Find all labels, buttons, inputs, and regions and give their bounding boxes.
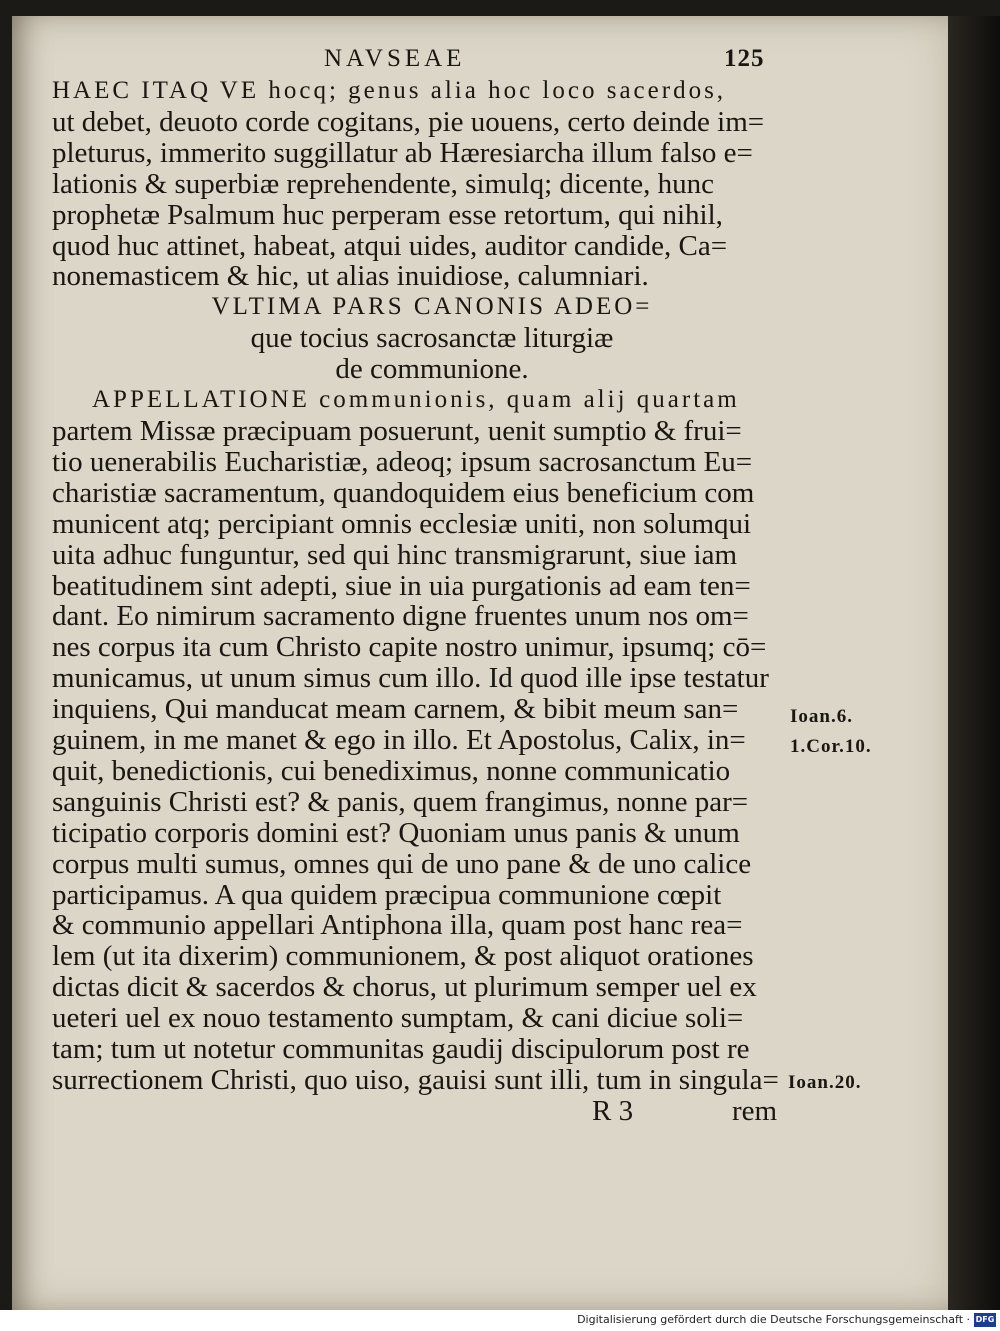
text-line: municent atq; percipiant omnis ecclesiæ uniti, non solumqui [52, 507, 752, 540]
heading-line: VLTIMA PARS CANONIS ADEO= [211, 293, 653, 321]
paragraph-1 [52, 76, 812, 292]
heading-line: que tocius sacrosanctæ liturgiæ [250, 322, 614, 355]
text-line: & communio appellari Antiphona illa, quam post hanc rea= [52, 909, 743, 942]
margin-note-ioan-20: Ioan.20. [788, 1072, 862, 1093]
text-line: guinem, in me manet & ego in illo. Et Apostolus, Calix, in= [52, 724, 746, 757]
signature-mark: R 3 [592, 1094, 634, 1127]
text-line: municamus, ut unum simus cum illo. Id quod ille ipse testatur [52, 662, 769, 695]
catchword: rem [732, 1094, 778, 1127]
text-line: pleturus, immerito suggillatur ab Hæresiarcha illum falso e= [52, 136, 753, 169]
text-line: quod huc attinet, habeat, atqui uides, auditor candide, Ca= [52, 229, 728, 262]
digitization-footer [0, 1310, 1000, 1331]
text-line: nonemasticem & hic, ut alias inuidiose, calumniari. [52, 260, 649, 293]
text-line: HAEC ITAQ VE hocq; genus alia hoc loco sacerdos, [52, 77, 727, 104]
text-line: inquiens, Qui manducat meam carnem, & bibit meum san= [52, 693, 739, 726]
text-line: lationis & superbiæ reprehendente, simulq; dicente, hunc [52, 167, 715, 200]
footer-credit: Digitalisierung gefördert durch die Deutsche Forschungsgemeinschaft · [577, 1313, 970, 1326]
page-text-block [52, 44, 812, 1130]
text-line: dant. Eo nimirum sacramento digne fruentes unum nos om= [52, 600, 749, 633]
text-line: dictas dicit & sacerdos & chorus, ut plurimum semper uel ex [52, 971, 757, 1004]
text-line: beatitudinem sint adepti, siue in uia purgationis ad eam ten= [52, 569, 751, 602]
margin-note-1-cor-10: 1.Cor.10. [790, 736, 872, 757]
text-line: sanguinis Christi est? & panis, quem frangimus, nonne par= [52, 785, 749, 818]
text-line: participamus. A qua quidem præcipua communione cœpit [52, 878, 722, 911]
text-line: partem Missæ præcipuam posuerunt, uenit sumptio & frui= [52, 414, 742, 447]
text-line: charistiæ sacramentum, quandoquidem eius beneficium com [52, 476, 755, 509]
dfg-logo-icon: DFG [974, 1313, 996, 1327]
text-line: corpus multi sumus, omnes qui de uno pane & de uno calice [52, 847, 752, 880]
running-head [52, 44, 812, 76]
text-line: tam; tum ut notetur communitas gaudij discipulorum post re [52, 1033, 750, 1066]
page-number: 125 [724, 45, 765, 72]
paragraph-2 [52, 385, 812, 1096]
text-line: ut debet, deuoto corde cogitans, pie uouens, certo deinde im= [52, 105, 765, 138]
text-line: nes corpus ita cum Christo capite nostro unimur, ipsumq; cō= [52, 631, 767, 664]
text-line: quit, benedictionis, cui benediximus, nonne communicatio [52, 754, 731, 787]
heading-line: de communione. [335, 353, 529, 386]
text-line: ueteri uel ex nouo testamento sumptam, & cani diciue soli= [52, 1002, 744, 1035]
text-line: tio uenerabilis Eucharistiæ, adeoq; ipsum sacrosanctum Eu= [52, 445, 753, 478]
margin-note-ioan-6: Ioan.6. [790, 706, 853, 727]
text-line: ticipatio corporis domini est? Quoniam unus panis & unum [52, 816, 740, 849]
text-line: prophetæ Psalmum huc perperam esse retortum, qui nihil, [52, 198, 723, 231]
text-line: APPELLATIONE communionis, quam alij quartam [92, 386, 740, 414]
text-line: surrectionem Christi, quo uiso, gauisi sunt illi, tum in singula= [52, 1064, 779, 1096]
signature-line [52, 1096, 812, 1130]
running-head-title: NAVSEAE [324, 45, 466, 72]
text-line: lem (ut ita dixerim) communionem, & post aliquot orationes [52, 940, 754, 973]
section-heading [52, 292, 812, 385]
text-line: uita adhuc funguntur, sed qui hinc transmigrarunt, siue iam [52, 538, 738, 571]
page-edge-shadow [948, 16, 1000, 1310]
